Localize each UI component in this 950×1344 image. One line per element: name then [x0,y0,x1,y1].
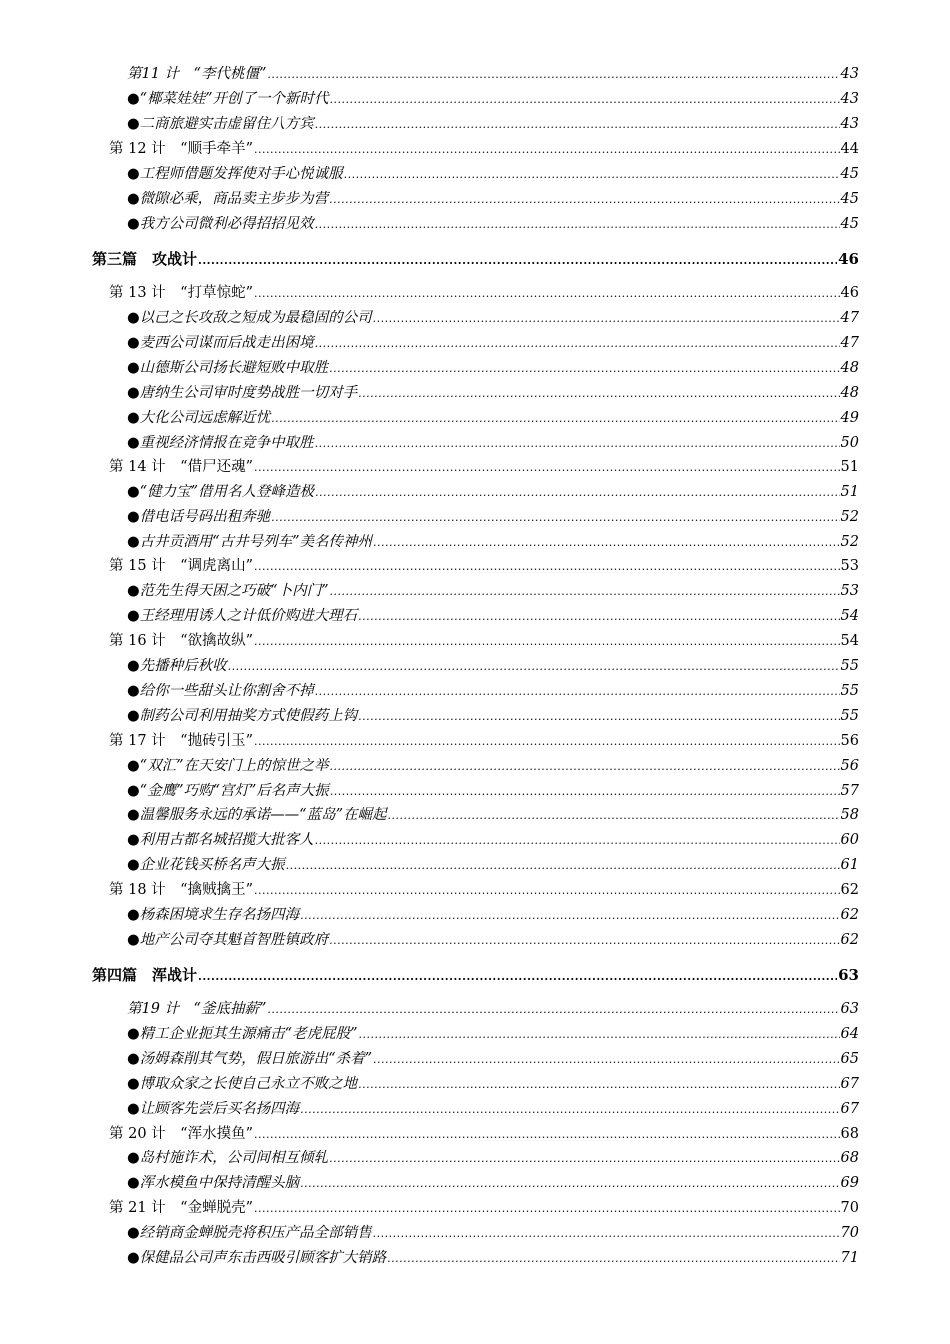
toc-page-number: 55 [840,683,859,699]
toc-entry-title: 第 12 计 “顺手牵羊” [109,141,253,157]
toc-page-number: 47 [840,335,859,351]
dot-leader [344,166,840,184]
dot-leader [254,459,840,477]
toc-page-number: 47 [840,310,859,326]
toc-page-number: 70 [840,1225,859,1241]
toc-page-number: 60 [840,832,859,848]
toc-page-number: 43 [840,66,859,82]
dot-leader [373,310,840,328]
toc-sub-entry[interactable] [127,806,859,824]
dot-leader [329,583,839,601]
toc-page-number: 49 [840,410,859,426]
toc-entry-title: ●工程师借题发挥使对手心悦诚服 [127,166,343,182]
toc-sub-entry[interactable] [127,115,859,133]
toc-sub-entry[interactable] [127,384,859,402]
toc-entry-title: ●麦西公司谋而后战走出困境 [127,335,314,351]
toc-page-number: 63 [840,1001,859,1017]
toc-entry-title: 第 18 计 “擒贼擒王” [109,882,253,898]
toc-entry-title: ●博取众家之长使自己永立不败之地 [127,1076,358,1092]
toc-page-number: 68 [840,1150,859,1166]
toc-chapter-entry[interactable] [109,140,859,158]
toc-page-number: 56 [840,733,859,749]
toc-sub-entry[interactable] [127,190,859,208]
toc-entry-title: ●古井贡酒用“古井号列车”美名传神州 [127,534,372,550]
dot-leader [387,1250,839,1268]
toc-page-number: 43 [840,116,859,132]
toc-sub-entry[interactable] [127,1100,859,1118]
toc-part-entry[interactable] [92,250,859,268]
toc-entry-title: ●“健力宝”借用名人登峰造极 [127,484,314,500]
dot-leader [254,285,840,303]
dot-leader [271,410,839,428]
toc-chapter-entry[interactable] [109,458,859,476]
toc-sub-entry[interactable] [127,1249,859,1267]
dot-leader [198,252,837,270]
toc-page-number: 53 [840,583,859,599]
dot-leader [300,1175,839,1193]
toc-sub-entry[interactable] [127,607,859,625]
toc-entry-title: ●精工企业扼其生源痛击“老虎屁股” [127,1026,358,1042]
dot-leader [329,360,839,378]
dot-leader [373,534,840,552]
dot-leader [254,1200,840,1218]
toc-chapter-entry[interactable] [109,632,859,650]
toc-sub-entry[interactable] [127,657,859,675]
dot-leader [373,1225,840,1243]
toc-sub-entry[interactable] [127,782,859,800]
toc-entry-title: ●利用古都名城招揽大批客人 [127,832,314,848]
dot-leader [300,1101,839,1119]
toc-page-number: 58 [840,807,859,823]
dot-leader [315,832,840,850]
toc-entry-title: 第19 计 “釜底抽薪” [127,1001,267,1017]
toc-entry-title: ●重视经济情报在竞争中取胜 [127,435,314,451]
toc-entry-title: ●我方公司微利必得招招见效 [127,216,314,232]
toc-entry-title: ●保健品公司声东击西吸引顾客扩大销路 [127,1250,387,1266]
toc-sub-entry[interactable] [127,165,859,183]
dot-leader [358,708,839,726]
dot-leader [315,435,840,453]
toc-page-number: 68 [840,1126,859,1142]
toc-sub-entry[interactable] [127,359,859,377]
dot-leader [198,968,837,986]
dot-leader [315,484,840,502]
dot-leader [254,558,840,576]
toc-sub-entry[interactable] [127,831,859,849]
toc-entry-title: 第 15 计 “调虎离山” [109,558,253,574]
toc-entry-title: ●地产公司夺其魁首智胜镇政府 [127,932,329,948]
toc-part-entry[interactable] [92,966,859,984]
dot-leader [254,882,840,900]
toc-page-number: 51 [840,459,859,475]
toc-entry-title: ●山德斯公司扬长避短败中取胜 [127,360,329,376]
toc-page-number: 44 [840,141,859,157]
toc-sub-entry[interactable] [127,707,859,725]
dot-leader [358,1076,839,1094]
toc-sub-entry[interactable] [127,931,859,949]
toc-entry-title: 第 13 计 “打草惊蛇” [109,285,253,301]
toc-page-number: 62 [840,907,859,923]
dot-leader [329,758,839,776]
toc-entry-title: ●经销商金蝉脱壳将积压产品全部销售 [127,1225,372,1241]
toc-page-number: 57 [840,783,859,799]
toc-sub-entry[interactable] [127,508,859,526]
toc-sub-entry[interactable] [127,682,859,700]
toc-page-number: 55 [840,658,859,674]
dot-leader [329,932,839,950]
dot-leader [271,509,839,527]
dot-leader [315,216,840,234]
toc-page-number: 45 [840,166,859,182]
toc-entry-title: 第 21 计 “金蝉脱壳” [109,1200,253,1216]
toc-page-number: 61 [840,857,859,873]
toc-page-number: 45 [840,216,859,232]
toc-page-number: 52 [840,509,859,525]
toc-entry-title: ●唐纳生公司审时度势战胜一切对手 [127,385,358,401]
toc-page-number: 55 [840,708,859,724]
toc-sub-entry[interactable] [127,582,859,600]
toc-sub-entry[interactable] [127,1174,859,1192]
toc-chapter-entry[interactable] [109,557,859,575]
dot-leader [373,1051,840,1069]
toc-chapter-entry[interactable] [127,1000,859,1018]
dot-leader [315,116,840,134]
dot-leader [286,857,840,875]
toc-entry-title: ●“双汇”在天安门上的惊世之举 [127,758,329,774]
dot-leader [254,633,840,651]
dot-leader [329,1150,839,1168]
toc-page-number: 70 [840,1200,859,1216]
toc-entry-title: 第 14 计 “借尸还魂” [109,459,253,475]
toc-page-number: 54 [840,633,859,649]
dot-leader [254,1126,840,1144]
toc-sub-entry[interactable] [127,533,859,551]
toc-sub-entry[interactable] [127,434,859,452]
toc-page-number: 56 [840,758,859,774]
dot-leader [228,658,840,676]
dot-leader [329,91,839,109]
dot-leader [254,141,840,159]
toc-sub-entry[interactable] [127,334,859,352]
toc-entry-title: ●借电话号码出租奔驰 [127,509,271,525]
dot-leader [267,66,839,84]
toc-page-number: 46 [840,285,859,301]
dot-leader [300,907,839,925]
toc-entry-title: 第11 计 “李代桃僵” [127,66,267,82]
toc-sub-entry[interactable] [127,90,859,108]
toc-sub-entry[interactable] [127,1149,859,1167]
toc-entry-title: 第四篇 浑战计 [92,966,198,984]
dot-leader [358,608,839,626]
toc-page-number: 50 [840,435,859,451]
toc-chapter-entry[interactable] [109,284,859,302]
toc-entry-title: ●给你一些甜头让你割舍不掉 [127,683,314,699]
toc-entry-title: ●企业花钱买桥名声大振 [127,857,285,873]
dot-leader [329,191,839,209]
dot-leader [358,385,839,403]
toc-entry-title: 第 16 计 “欲擒故纵” [109,633,253,649]
toc-sub-entry[interactable] [127,1224,859,1242]
toc-page-number: 67 [840,1101,859,1117]
toc-sub-entry[interactable] [127,856,859,874]
dot-leader [358,1026,839,1044]
toc-entry-title: 第 17 计 “抛砖引玉” [109,733,253,749]
toc-entry-title: ●“椰菜娃娃”开创了一个新时代 [127,91,329,107]
toc-page-number: 43 [840,91,859,107]
toc-sub-entry[interactable] [127,409,859,427]
toc-entry-title: ●让顾客先尝后买名扬四海 [127,1101,300,1117]
toc-page-number: 45 [840,191,859,207]
toc-page-number: 46 [838,250,859,268]
toc-page-number: 52 [840,534,859,550]
toc-sub-entry[interactable] [127,1025,859,1043]
toc-sub-entry[interactable] [127,757,859,775]
toc-sub-entry[interactable] [127,906,859,924]
toc-entry-title: ●范先生得天困之巧破“卜内门” [127,583,329,599]
toc-chapter-entry[interactable] [109,881,859,899]
toc-entry-title: ●温馨服务永远的承诺——“蓝岛”在崛起 [127,807,387,823]
toc-page-number: 54 [840,608,859,624]
toc-entry-title: ●岛村施诈术，公司间相互倾轧 [127,1150,329,1166]
toc-page-number: 69 [840,1175,859,1191]
toc-page-number: 53 [840,558,859,574]
toc-chapter-entry[interactable] [109,732,859,750]
toc-entry-title: 第三篇 攻战计 [92,250,198,268]
toc-page-number: 64 [840,1026,859,1042]
toc-entry-title: 第 20 计 “浑水摸鱼” [109,1126,253,1142]
toc-page-number: 67 [840,1076,859,1092]
toc-chapter-entry[interactable] [109,1125,859,1143]
toc-entry-title: ●杨森困境求生存名扬四海 [127,907,300,923]
toc-entry-title: ●汤姆森削其气势，假日旅游出“杀着” [127,1051,372,1067]
dot-leader [267,1001,839,1019]
toc-entry-title: ●二商旅避实击虚留住八方宾 [127,116,314,132]
toc-page-number: 48 [840,385,859,401]
toc-sub-entry[interactable] [127,309,859,327]
toc-page-number: 71 [840,1250,859,1266]
toc-entry-title: ●浑水模鱼中保持清醒头脑 [127,1175,300,1191]
toc-sub-entry[interactable] [127,1075,859,1093]
toc-entry-title: ●大化公司远虑解近忧 [127,410,271,426]
dot-leader [315,683,840,701]
dot-leader [387,807,839,825]
toc-entry-title: ●以己之长攻敌之短成为最稳固的公司 [127,310,372,326]
toc-page-number: 48 [840,360,859,376]
toc-chapter-entry[interactable] [127,65,859,83]
toc-entry-title: ●“金鹰”巧购“宫灯”后名声大振 [127,783,329,799]
dot-leader [330,783,840,801]
toc-chapter-entry[interactable] [109,1199,859,1217]
toc-entry-title: ●制药公司利用抽奖方式使假药上钩 [127,708,358,724]
toc-sub-entry[interactable] [127,215,859,233]
toc-entry-title: ●先播种后秋收 [127,658,227,674]
dot-leader [254,733,840,751]
toc-entry-title: ●王经理用诱人之计低价购进大理石 [127,608,358,624]
toc-page-number: 62 [840,932,859,948]
toc-page-number: 51 [840,484,859,500]
toc-page-number: 62 [840,882,859,898]
toc-sub-entry[interactable] [127,1050,859,1068]
toc-entry-title: ●微隙必乘，商品卖主步步为营 [127,191,329,207]
toc-page-number: 65 [840,1051,859,1067]
dot-leader [315,335,840,353]
toc-sub-entry[interactable] [127,483,859,501]
toc-page-number: 63 [838,966,859,984]
